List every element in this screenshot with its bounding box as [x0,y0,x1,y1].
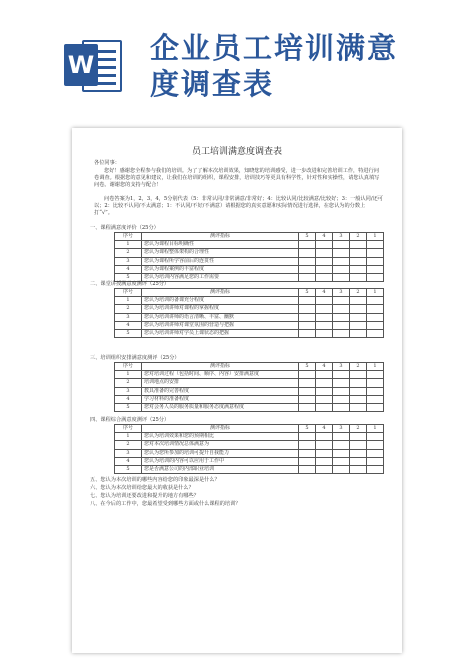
score-cell[interactable] [299,387,316,395]
banner-title-line1: 企业员工培训满意 [150,31,399,65]
score-cell[interactable] [350,433,367,441]
score-cell[interactable] [333,403,350,411]
score-cell[interactable] [350,305,367,313]
score-cell[interactable] [350,465,367,473]
banner-header [0,0,474,118]
score-header: 1 [367,289,384,297]
score-cell[interactable] [333,441,350,449]
table-header-row [115,363,384,371]
column-header-item: 测评指标 [142,425,299,433]
row-item: 您认为培训效果和您的预期相比 [142,433,299,441]
score-cell[interactable] [316,273,333,281]
score-cell[interactable] [367,433,384,441]
word-document-icon [64,34,124,96]
column-header-seq: 序号 [115,425,142,433]
score-cell[interactable] [333,241,350,249]
score-cell[interactable] [350,249,367,257]
document-title: 员工培训满意度调查表 [191,147,282,157]
column-header-item: 测评指标 [142,363,299,371]
score-cell[interactable] [316,313,333,321]
score-cell[interactable] [299,403,316,411]
score-cell[interactable] [350,313,367,321]
score-cell[interactable] [350,297,367,305]
table-row [115,265,384,273]
score-cell[interactable] [350,265,367,273]
column-header-item: 测评指标 [142,233,299,241]
score-cell[interactable] [316,241,333,249]
score-cell[interactable] [367,395,384,403]
row-number: 2 [115,379,142,387]
score-cell[interactable] [333,329,350,337]
table-row [115,395,384,403]
score-cell[interactable] [350,273,367,281]
score-cell[interactable] [333,379,350,387]
table-row [115,433,384,441]
score-cell[interactable] [316,371,333,379]
table-row [115,249,384,257]
score-cell[interactable] [316,297,333,305]
score-cell[interactable] [367,249,384,257]
score-cell[interactable] [333,395,350,403]
score-cell[interactable] [299,449,316,457]
row-item: 培训地点的安排 [142,379,299,387]
score-cell[interactable] [350,387,367,395]
score-cell[interactable] [350,379,367,387]
score-cell[interactable] [299,321,316,329]
section-title: 三、培训组织安排满意度测评（25分） [90,355,180,361]
score-header: 4 [316,363,333,371]
score-cell[interactable] [299,441,316,449]
intro-paragraph: 您好！感谢您全程参与我们的培训。为了了解本次培训效果，知晓您的培训感受，进一步改进和完善培训工作，特进行问卷调查。根据您的意见和建议，让我们在培训的组织，课程安排，培训技巧等更具有科学性，针对性和实操性，请您认真填写问卷。谢谢您的支持与配合！ [94,168,380,188]
rating-table [114,232,384,282]
score-header: 5 [299,363,316,371]
rating-table [114,288,384,338]
table-row [115,371,384,379]
score-cell[interactable] [333,257,350,265]
score-header: 5 [299,233,316,241]
table-header-row [115,289,384,297]
score-header: 4 [316,425,333,433]
table-row [115,403,384,411]
score-cell[interactable] [333,313,350,321]
score-cell[interactable] [316,257,333,265]
row-number: 4 [115,265,142,273]
score-header: 3 [333,425,350,433]
score-cell[interactable] [367,265,384,273]
score-cell[interactable] [367,379,384,387]
score-cell[interactable] [299,313,316,321]
score-cell[interactable] [299,395,316,403]
score-cell[interactable] [350,241,367,249]
score-cell[interactable] [299,297,316,305]
row-number: 1 [115,371,142,379]
table-row [115,379,384,387]
row-number: 1 [115,297,142,305]
score-cell[interactable] [367,273,384,281]
rating-table [114,362,384,412]
score-cell[interactable] [333,433,350,441]
score-cell[interactable] [333,297,350,305]
table-row [115,387,384,395]
row-item: 您认为课程目标明确性 [142,241,299,249]
score-cell[interactable] [350,441,367,449]
score-cell[interactable] [299,273,316,281]
instruction-paragraph: 问卷答案为1，2，3，4，5分别代表（5：非常认同/非常满意/非常好；4：比较认同/比较满意/比较好；3：一般认同/还可以；2：比较不认同/不太满意；1：不认同/不好/不满意）请根据您的真实意愿和实际情况进行选择，在您认为的分数上打“√”。 [94,196,383,216]
row-item: 您对会务人员的服务质量和服务态度满意程度 [142,403,299,411]
row-item: 教具准备的完善程度 [142,387,299,395]
row-item: 您认为培训讲师对学员上课状态的把握 [142,329,299,337]
section-title: 二、课堂讲授满意度测评（25分） [90,281,170,287]
row-item: 您是否满意公司的内部职业培训 [142,465,299,473]
table-row [115,313,384,321]
score-cell[interactable] [299,265,316,273]
score-cell[interactable] [316,403,333,411]
table-row [115,257,384,265]
score-cell[interactable] [350,329,367,337]
score-cell[interactable] [367,465,384,473]
score-cell[interactable] [350,321,367,329]
score-cell[interactable] [333,457,350,465]
score-cell[interactable] [367,371,384,379]
row-item: 您认为课程所学容前后的连贯性 [142,257,299,265]
score-cell[interactable] [350,457,367,465]
table-row [115,305,384,313]
row-item: 您认为您所参加的培训可提升自我能力 [142,449,299,457]
score-cell[interactable] [316,395,333,403]
score-cell[interactable] [316,329,333,337]
score-cell[interactable] [316,379,333,387]
score-cell[interactable] [299,305,316,313]
score-cell[interactable] [350,371,367,379]
score-cell[interactable] [316,387,333,395]
score-cell[interactable] [299,371,316,379]
score-header: 3 [333,289,350,297]
section-title: 一、课程满意度评价（25分） [90,225,159,231]
row-number: 5 [115,329,142,337]
word-logo-letter: W [64,44,98,86]
banner-title-line2: 度调查表 [150,67,275,101]
open-question: 六、您认为本次培训给您最大的收获是什么？ [90,485,194,491]
row-item: 您认为培训讲师对课堂氛围的营造与把握 [142,321,299,329]
score-header: 5 [299,425,316,433]
open-question: 八、在今后的工作中，您最希望受到哪些方面或什么课程的培训？ [90,501,241,507]
score-header: 3 [333,233,350,241]
score-header: 4 [316,233,333,241]
score-cell[interactable] [333,465,350,473]
row-number: 2 [115,305,142,313]
rating-table [114,424,384,474]
row-item: 您认为培训讲师对课程的掌握程度 [142,305,299,313]
row-item: 您认为培训的备课充分程度 [142,297,299,305]
row-number: 4 [115,457,142,465]
row-number: 5 [115,465,142,473]
score-cell[interactable] [367,329,384,337]
row-number: 2 [115,441,142,449]
score-cell[interactable] [316,465,333,473]
score-cell[interactable] [299,379,316,387]
table-header-row [115,425,384,433]
score-cell[interactable] [316,265,333,273]
score-cell[interactable] [367,457,384,465]
row-item: 您对培训过程（包括时间、顺序、内容）安排满意度 [142,371,299,379]
column-header-seq: 序号 [115,233,142,241]
table-row [115,457,384,465]
row-number: 1 [115,433,142,441]
score-header: 4 [316,289,333,297]
score-cell[interactable] [333,387,350,395]
score-cell[interactable] [367,449,384,457]
score-cell[interactable] [316,321,333,329]
row-item: 您认为培训的内容可以应用于工作中 [142,457,299,465]
score-cell[interactable] [350,257,367,265]
column-header-item: 测评指标 [142,289,299,297]
score-header: 1 [367,363,384,371]
table-row [115,449,384,457]
score-header: 2 [350,289,367,297]
document-preview [72,128,402,653]
row-number: 3 [115,449,142,457]
row-number: 4 [115,395,142,403]
row-number: 1 [115,241,142,249]
table-row [115,241,384,249]
row-number: 5 [115,403,142,411]
score-cell[interactable] [299,465,316,473]
score-cell[interactable] [316,457,333,465]
score-header: 1 [367,233,384,241]
score-header: 1 [367,425,384,433]
row-number: 4 [115,321,142,329]
score-header: 2 [350,233,367,241]
score-cell[interactable] [367,257,384,265]
column-header-seq: 序号 [115,363,142,371]
greeting-text: 各位同事： [94,160,120,166]
open-question: 七、您认为培训还要改进和提升的地方有哪些？ [90,493,199,499]
score-cell[interactable] [316,433,333,441]
score-cell[interactable] [367,305,384,313]
score-cell[interactable] [350,449,367,457]
score-cell[interactable] [350,395,367,403]
score-cell[interactable] [333,265,350,273]
score-cell[interactable] [316,441,333,449]
score-cell[interactable] [333,321,350,329]
table-row [115,441,384,449]
row-number: 2 [115,249,142,257]
score-cell[interactable] [299,433,316,441]
score-cell[interactable] [299,249,316,257]
score-header: 3 [333,363,350,371]
score-cell[interactable] [367,403,384,411]
column-header-seq: 序号 [115,289,142,297]
row-item: 学习材料的准备程度 [142,395,299,403]
row-item: 您认为课程整体架构的合理性 [142,249,299,257]
row-number: 3 [115,313,142,321]
row-item: 您认为课程案例的丰富程度 [142,265,299,273]
score-cell[interactable] [367,313,384,321]
table-row [115,465,384,473]
score-cell[interactable] [367,387,384,395]
row-number: 5 [115,273,142,281]
section-title: 四、课程综合满意度测评（25分） [90,417,170,423]
row-number: 3 [115,387,142,395]
score-cell[interactable] [333,273,350,281]
row-number: 3 [115,257,142,265]
row-item: 您对本次培训情况总体满意为 [142,441,299,449]
score-cell[interactable] [350,403,367,411]
open-question: 五、您认为本次培训的哪些内容给您的印象最深是什么？ [90,477,220,483]
row-item: 您认为培训讲师的语言清晰、丰富、幽默 [142,313,299,321]
score-cell[interactable] [367,241,384,249]
score-cell[interactable] [316,305,333,313]
table-row [115,297,384,305]
score-cell[interactable] [367,441,384,449]
score-cell[interactable] [316,249,333,257]
score-header: 5 [299,289,316,297]
score-header: 2 [350,363,367,371]
score-cell[interactable] [333,249,350,257]
score-cell[interactable] [333,449,350,457]
score-cell[interactable] [367,297,384,305]
score-cell[interactable] [333,305,350,313]
table-header-row [115,233,384,241]
score-cell[interactable] [299,329,316,337]
row-item: 您认为培训内容满足您的工作需要 [142,273,299,281]
score-cell[interactable] [299,257,316,265]
score-cell[interactable] [316,449,333,457]
score-cell[interactable] [333,371,350,379]
table-row [115,321,384,329]
score-cell[interactable] [299,457,316,465]
table-row [115,329,384,337]
score-cell[interactable] [299,241,316,249]
score-header: 2 [350,425,367,433]
score-cell[interactable] [367,321,384,329]
